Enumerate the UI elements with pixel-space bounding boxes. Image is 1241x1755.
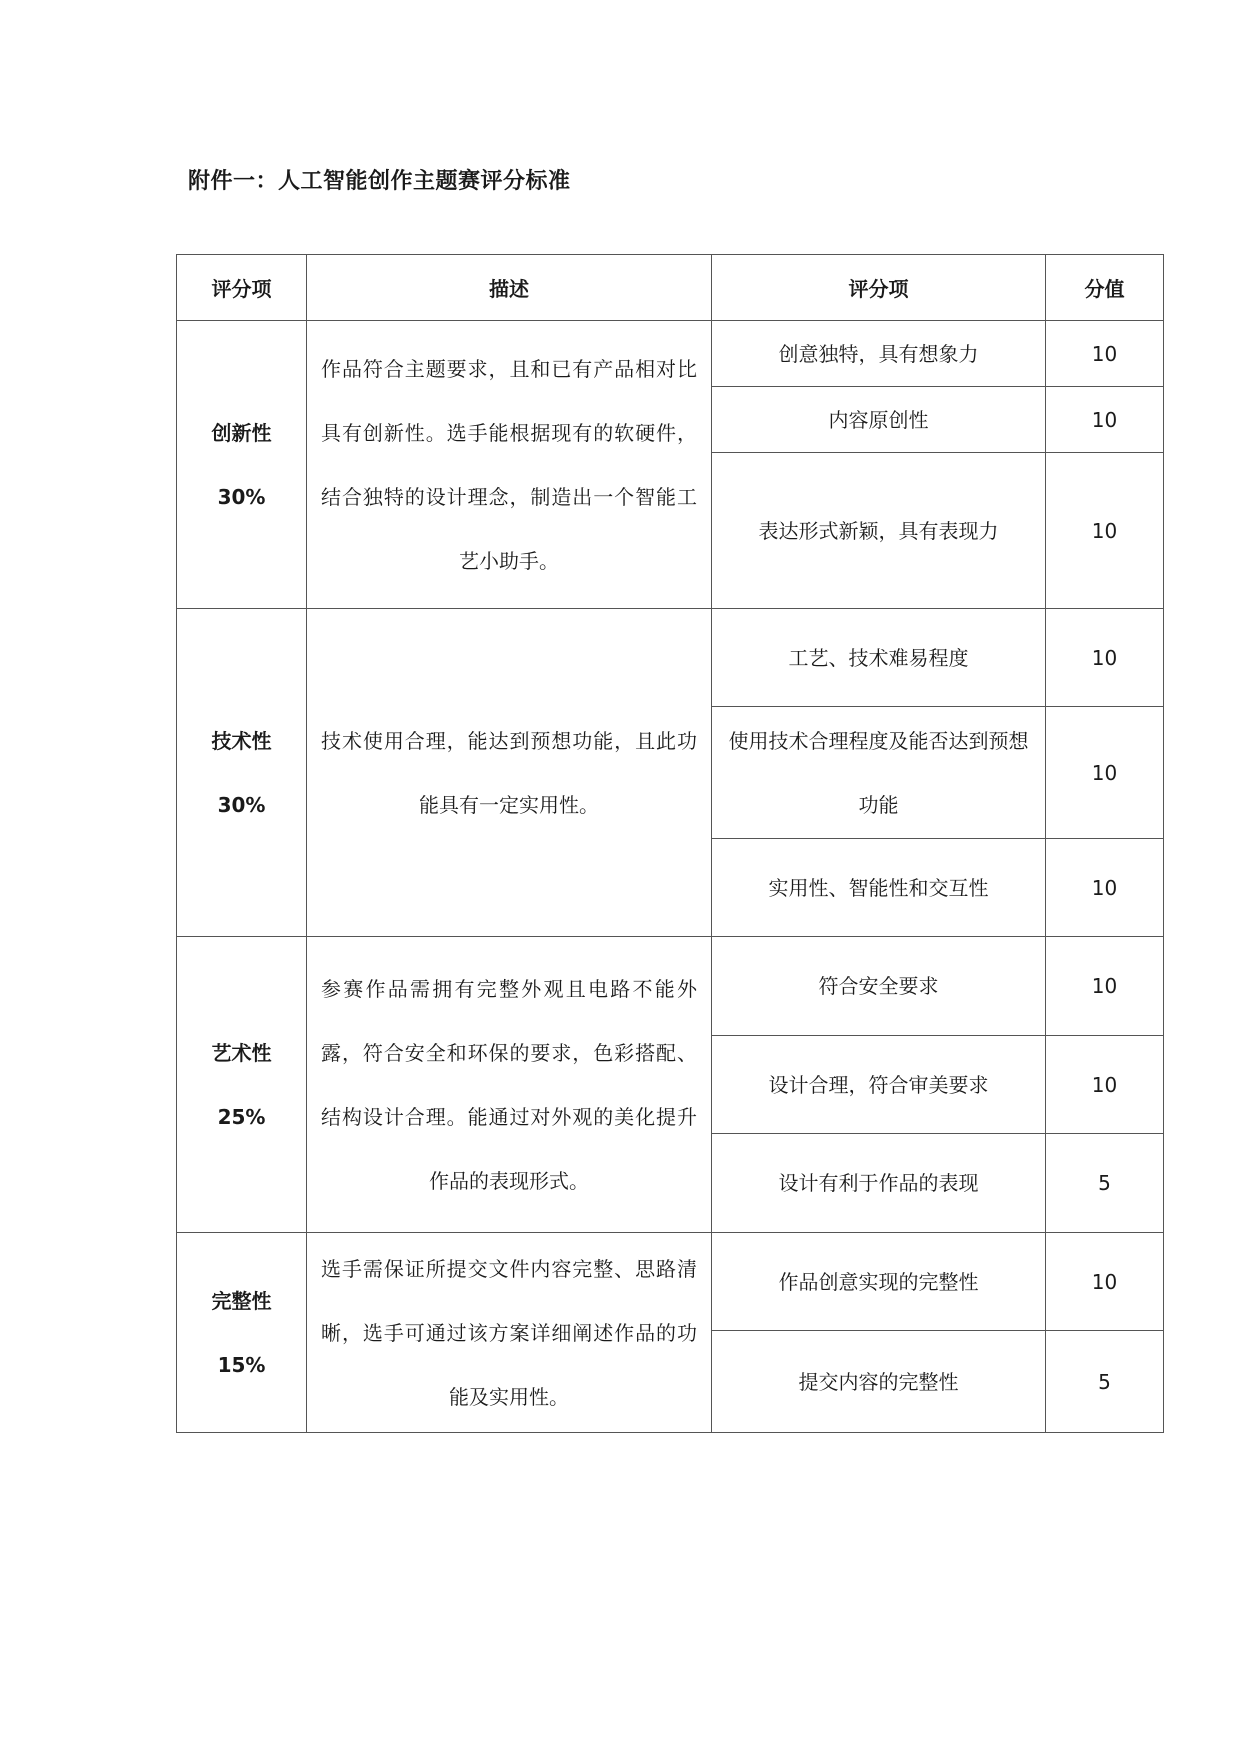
item-label: 内容原创性: [712, 387, 1046, 453]
header-score: 分值: [1046, 255, 1164, 321]
category-name: 完整性: [211, 1288, 272, 1313]
category-weight: 15%: [217, 1352, 266, 1377]
description-text: 作品符合主题要求，且和已有产品相对比具有创新性。选手能根据现有的软硬件，结合独特的设计理念，制造出一个智能工艺小助手。: [321, 356, 697, 573]
scoring-table: [176, 254, 1164, 1433]
item-label: 创意独特，具有想象力: [712, 321, 1046, 387]
item-label: 作品创意实现的完整性: [712, 1233, 1046, 1331]
category-name: 技术性: [211, 728, 272, 753]
table-row: [177, 1233, 1164, 1331]
table-row: [177, 609, 1164, 707]
item-score: 10: [1046, 839, 1164, 937]
header-item: 评分项: [712, 255, 1046, 321]
item-score: 10: [1046, 387, 1164, 453]
description-cell: [307, 937, 712, 1233]
category-weight: 30%: [217, 792, 266, 817]
description-cell: [307, 321, 712, 609]
item-score: 10: [1046, 453, 1164, 609]
item-score: 10: [1046, 1233, 1164, 1331]
description-text: 参赛作品需拥有完整外观且电路不能外露，符合安全和环保的要求，色彩搭配、结构设计合理。能通过对外观的美化提升作品的表现形式。: [321, 976, 697, 1193]
category-name: 艺术性: [211, 1040, 272, 1065]
category-cell: [177, 937, 307, 1233]
header-category: 评分项: [177, 255, 307, 321]
item-score: 10: [1046, 321, 1164, 387]
description-cell: [307, 1233, 712, 1433]
description-text: 技术使用合理，能达到预想功能，且此功能具有一定实用性。: [321, 728, 697, 817]
header-row: [177, 255, 1164, 321]
table-row: [177, 321, 1164, 387]
item-label: 使用技术合理程度及能否达到预想功能: [712, 707, 1046, 839]
document-title: 附件一：人工智能创作主题赛评分标准: [188, 169, 571, 194]
item-label: 设计合理，符合审美要求: [712, 1036, 1046, 1134]
category-weight: 25%: [217, 1104, 266, 1129]
category-cell: [177, 1233, 307, 1433]
item-score: 10: [1046, 937, 1164, 1036]
table-row: [177, 937, 1164, 1036]
description-cell: [307, 609, 712, 937]
category-cell: [177, 321, 307, 609]
item-label: 符合安全要求: [712, 937, 1046, 1036]
header-description: 描述: [307, 255, 712, 321]
category-cell: [177, 609, 307, 937]
item-label: 工艺、技术难易程度: [712, 609, 1046, 707]
item-score: 5: [1046, 1134, 1164, 1233]
item-label: 提交内容的完整性: [712, 1331, 1046, 1433]
category-weight: 30%: [217, 484, 266, 509]
item-label: 设计有利于作品的表现: [712, 1134, 1046, 1233]
item-score: 10: [1046, 1036, 1164, 1134]
item-label: 表达形式新颖，具有表现力: [712, 453, 1046, 609]
item-score: 10: [1046, 609, 1164, 707]
description-text: 选手需保证所提交文件内容完整、思路清晰，选手可通过该方案详细阐述作品的功能及实用性。: [321, 1256, 697, 1409]
item-score: 10: [1046, 707, 1164, 839]
category-name: 创新性: [211, 420, 272, 445]
item-score: 5: [1046, 1331, 1164, 1433]
item-label: 实用性、智能性和交互性: [712, 839, 1046, 937]
